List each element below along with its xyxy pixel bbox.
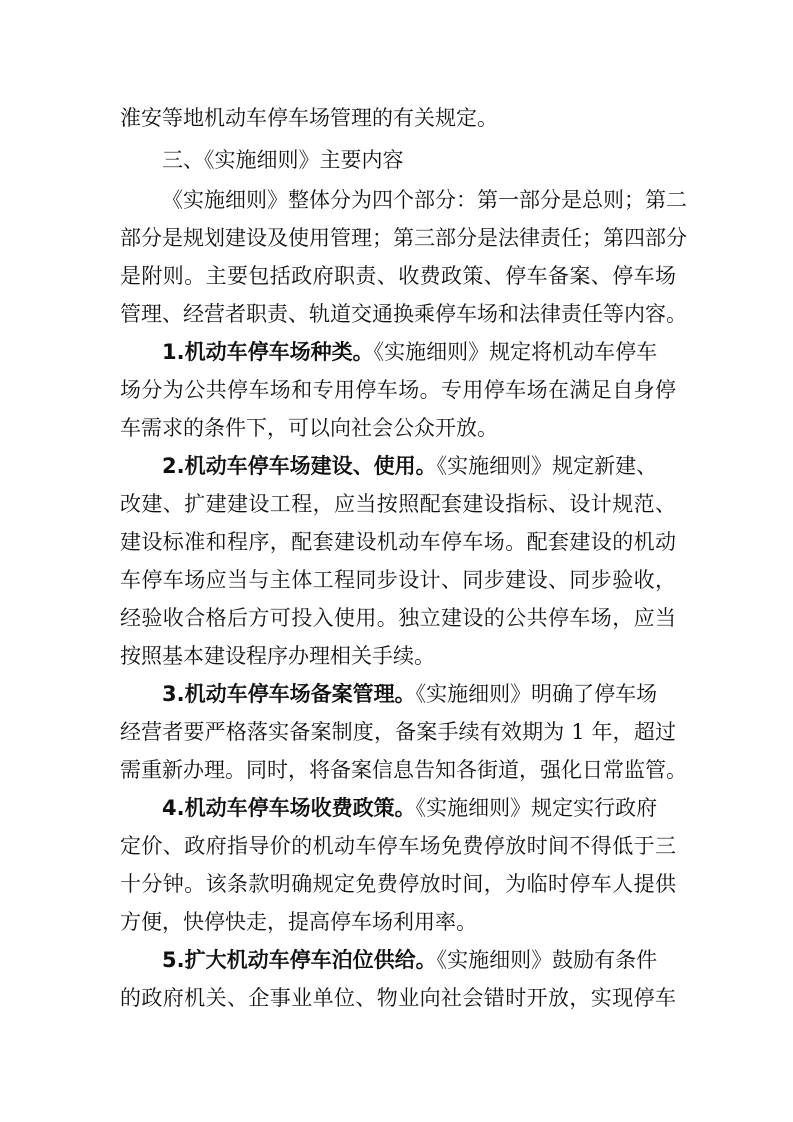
- item-first-line: [162, 448, 657, 484]
- item-text: 《实施细则》规定新建、: [436, 454, 658, 478]
- paragraph-line: 车需求的条件下，可以向社会公众开放。: [120, 416, 498, 440]
- paragraph-line: 管理、经营者职责、轨道交通换乘停车场和法律责任等内容。: [120, 302, 687, 326]
- item-first-line: [162, 942, 657, 978]
- paragraph-line: 是附则。主要包括政府职责、收费政策、停车备案、停车场: [120, 264, 676, 288]
- item-text: 《实施细则》明确了停车场: [415, 682, 658, 706]
- item-title: 5.扩大机动车停车泊位供给。: [162, 948, 437, 972]
- paragraph-line: 经验收合格后方可投入使用。独立建设的公共停车场，应当: [120, 606, 676, 630]
- item-title: 1.机动车停车场种类。: [162, 340, 374, 364]
- paragraph-line: 按照基本建设程序办理相关手续。: [120, 644, 435, 668]
- item-first-line: [162, 334, 657, 370]
- item-first-line: [162, 790, 657, 826]
- paragraph-line: 建设标准和程序，配套建设机动车停车场。配套建设的机动: [120, 530, 676, 554]
- paragraph-line: 定价、政府指导价的机动车停车场免费停放时间不得低于三: [120, 834, 676, 858]
- item-text: 《实施细则》规定实行政府: [415, 796, 658, 820]
- item-title: 2.机动车停车场建设、使用。: [162, 454, 437, 478]
- paragraph-line: 车停车场应当与主体工程同步设计、同步建设、同步验收，: [120, 568, 676, 592]
- item-title: 3.机动车停车场备案管理。: [162, 682, 416, 706]
- item-text: 《实施细则》鼓励有条件: [436, 948, 658, 972]
- paragraph-line: 经营者要严格落实备案制度，备案手续有效期为 1 年，超过: [120, 720, 676, 744]
- section-heading: 三、《实施细则》主要内容: [162, 148, 404, 172]
- item-title: 4.机动车停车场收费政策。: [162, 796, 416, 820]
- item-first-line: [162, 676, 657, 712]
- paragraph-line: 的政府机关、企事业单位、物业向社会错时开放，实现停车: [120, 986, 676, 1010]
- paragraph-line: 改建、扩建建设工程，应当按照配套建设指标、设计规范、: [120, 492, 676, 516]
- paragraph-line: 方便，快停快走，提高停车场利用率。: [120, 910, 477, 934]
- paragraph-line: 部分是规划建设及使用管理；第三部分是法律责任；第四部分: [120, 226, 687, 250]
- paragraph-line: 十分钟。该条款明确规定免费停放时间，为临时停车人提供: [120, 872, 676, 896]
- paragraph-line: 《实施细则》整体分为四个部分：第一部分是总则；第二: [162, 188, 687, 212]
- item-text: 《实施细则》规定将机动车停车: [373, 340, 658, 364]
- paragraph-line: 淮安等地机动车停车场管理的有关规定。: [120, 106, 498, 130]
- paragraph-line: 场分为公共停车场和专用停车场。专用停车场在满足自身停: [120, 378, 676, 402]
- paragraph-line: 需重新办理。同时，将备案信息告知各街道，强化日常监管。: [120, 758, 687, 782]
